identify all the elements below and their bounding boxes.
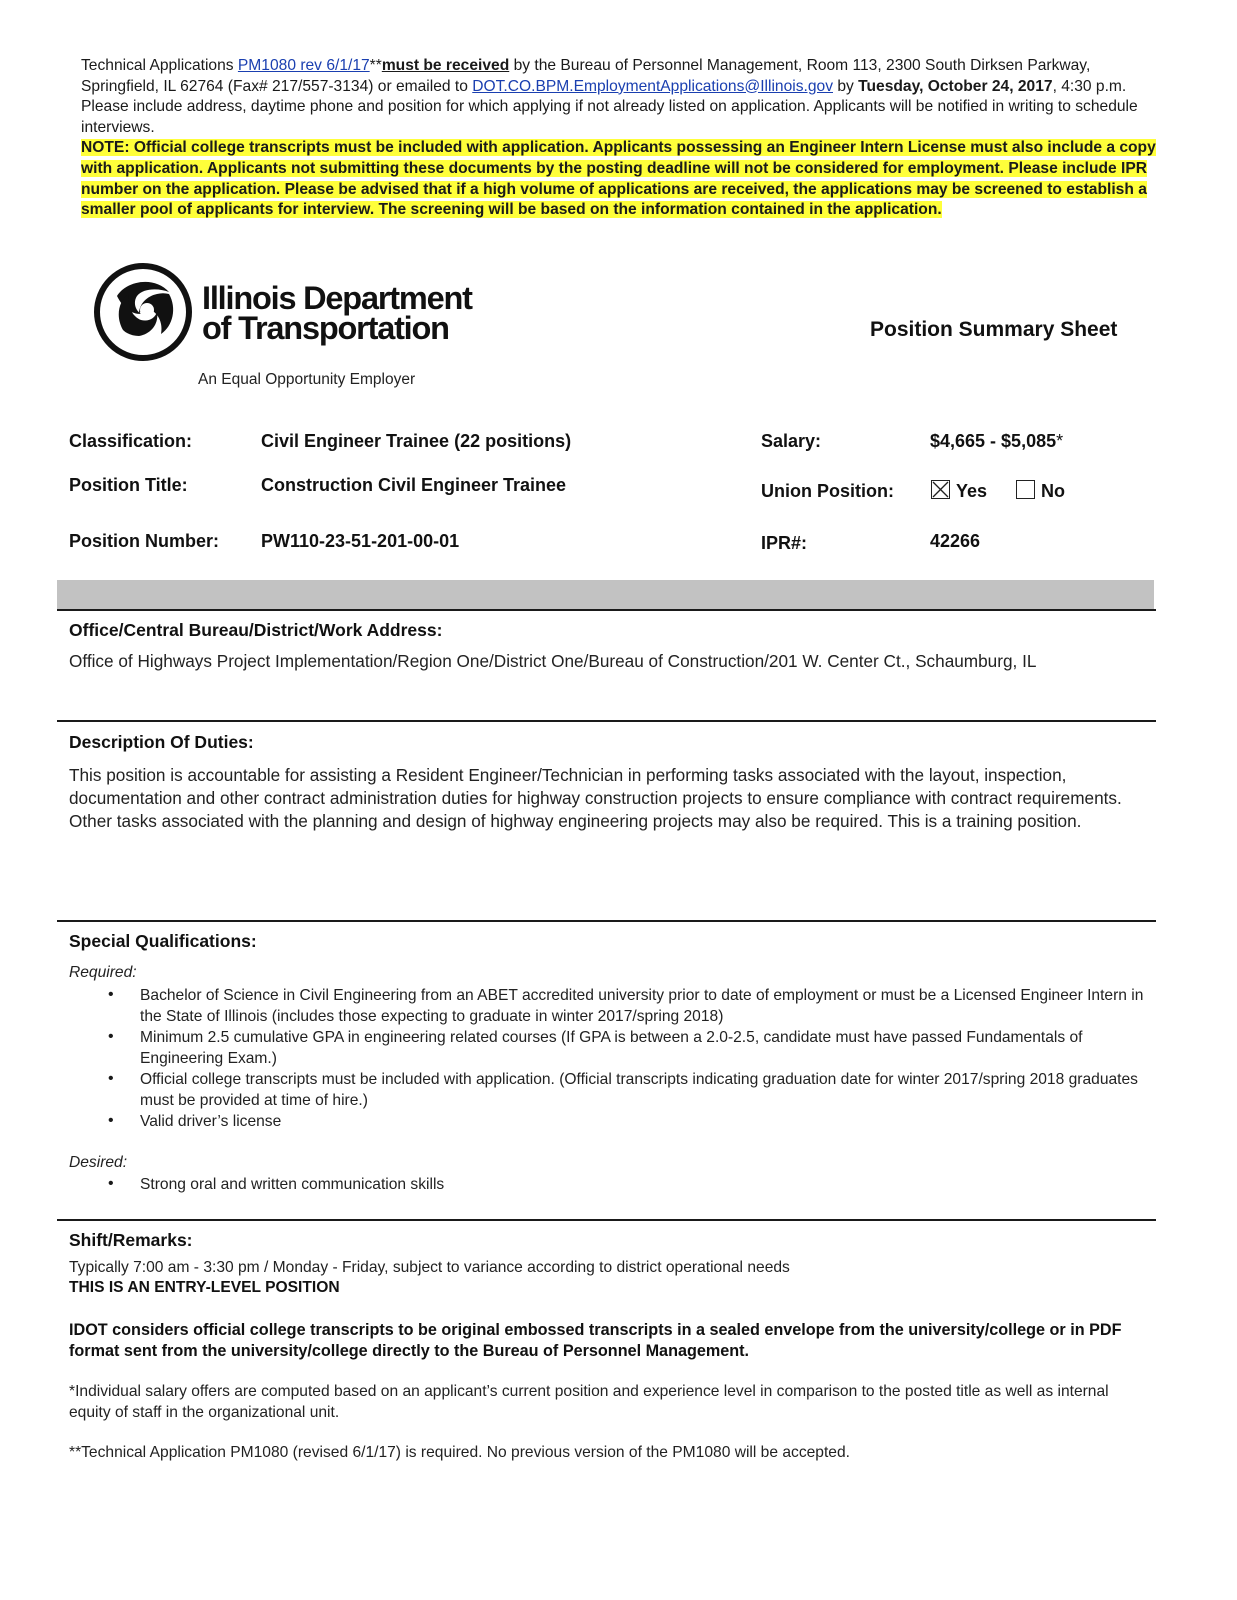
union-yes-option[interactable] [931, 480, 987, 502]
office-address: Office of Highways Project Implementation/Region One/District One/Bureau of Construction/201 W. Center Ct., Schaumburg, IL [69, 651, 1037, 671]
intro-part2: by [833, 77, 859, 95]
bullet: • [108, 1070, 114, 1087]
list-item: Valid driver’s license [140, 1113, 282, 1130]
intro-must: must be received [381, 57, 510, 74]
duties-heading: Description Of Duties: [69, 732, 254, 752]
idot-emblem-icon [93, 262, 193, 362]
org-name-line2: of Transportation [202, 310, 449, 346]
equal-opportunity-tagline: An Equal Opportunity Employer [198, 371, 416, 388]
section-separator-bar [57, 580, 1154, 609]
org-name-line1: Illinois Department [202, 280, 472, 316]
union-no-option[interactable] [1016, 480, 1065, 502]
org-name [202, 280, 472, 346]
classification-value: Civil Engineer Trainee (22 positions) [261, 431, 572, 451]
position-title-value: Construction Civil Engineer Trainee [261, 475, 567, 495]
salary-value [930, 431, 1063, 452]
salary-footnote: *Individual salary offers are computed based on an applicant’s current position and experience level in comparison to the posted title as well as internal equity of staff in the organizational unit. [69, 1383, 1109, 1421]
union-no-label: No [1041, 481, 1065, 501]
divider [57, 920, 1156, 922]
application-footnote: **Technical Application PM1080 (revised 6/1/17) is required. No previous version of the PM1080 will be accepted. [69, 1444, 850, 1461]
list-item: Bachelor of Science in Civil Engineering from an ABET accredited university prior to date of employment or must be a Licensed Engineer Intern in the State of Illinois (includes those expecting to graduate in winter 2017/spring 2018) [140, 987, 1144, 1025]
bullet: • [108, 1112, 114, 1129]
classification-label: Classification: [69, 431, 193, 451]
list-item: Minimum 2.5 cumulative GPA in engineering related courses (If GPA is between a 2.0-2.5, candidate must have passed Fundamentals of Engineering Exam.) [140, 1029, 1083, 1067]
list-item: Strong oral and written communication skills [140, 1176, 445, 1193]
shift-hours: Typically 7:00 am - 3:30 pm / Monday - Friday, subject to variance according to district operational needs [69, 1259, 790, 1276]
intro-part1: by the Bureau of Personnel Management, Room 113, 2300 South Dirksen Parkway, Springfield, IL 62764 (Fax# 217/557-3134) or emailed to [81, 57, 1091, 95]
bullet: • [108, 1175, 114, 1192]
note-highlight: NOTE: Official college transcripts must be included with application. Applicants possessing an Engineer Intern License must also include a copy with application. Applicants not submitting these documents by the posting deadline will not be considered for employment. Please include IPR number on the application. Please be advised that if a high volume of applications are received, the applications may be screened to establish a smaller pool of applicants for interview. The screening will be based on the information contained in the application. [81, 139, 1156, 219]
checked-x-icon [932, 481, 949, 498]
email-link[interactable]: DOT.CO.BPM.EmploymentApplications@Illinois.gov [472, 77, 833, 95]
union-position-label: Union Position: [761, 481, 894, 501]
position-title-label: Position Title: [69, 475, 188, 495]
ipr-label: IPR#: [761, 533, 808, 553]
bullet: • [108, 1028, 114, 1045]
duties-text: This position is accountable for assisting a Resident Engineer/Technician in performing tasks associated with the layout, inspection, documentation and other contract administration duties for highway construction projects to ensure compliance with contract requirements. Other tasks associated with the planning and design of highway engineering projects may also be required. This is a training position. [69, 765, 1122, 832]
position-number-value: PW110-23-51-201-00-01 [261, 531, 460, 551]
intro-prefix: Technical Applications [81, 57, 238, 74]
qualifications-heading: Special Qualifications: [69, 931, 257, 951]
idot-logo [93, 262, 193, 367]
list-item: Official college transcripts must be included with application. (Official transcripts indicating graduation date for winter 2017/spring 2018 graduates must be provided at time of hire.) [140, 1071, 1138, 1109]
union-yes-label: Yes [956, 481, 988, 501]
divider [57, 720, 1156, 722]
desired-label: Desired: [69, 1154, 128, 1171]
intro-part3: , 4:30 p.m. Please include address, daytime phone and position for which applying if not already listed on application. Applicants will be notified in writing to schedule interviews. [81, 77, 1138, 136]
intro-paragraph [81, 56, 1161, 221]
salary-range: $4,665 - $5,085 [930, 431, 1057, 451]
page-title: Position Summary Sheet [870, 318, 1118, 341]
position-number-label: Position Number: [69, 531, 220, 551]
union-yes-checkbox[interactable] [931, 480, 950, 499]
required-label: Required: [69, 964, 137, 981]
salary-footnote-mark: * [1056, 431, 1064, 451]
pm1080-link[interactable]: PM1080 rev 6/1/17 [237, 57, 370, 74]
bullet: • [108, 986, 114, 1003]
divider [57, 1219, 1156, 1221]
entry-level-notice: THIS IS AN ENTRY-LEVEL POSITION [69, 1279, 340, 1296]
ipr-value: 42266 [930, 531, 981, 551]
office-heading: Office/Central Bureau/District/Work Address: [69, 620, 443, 640]
union-no-checkbox[interactable] [1016, 480, 1035, 499]
divider [57, 609, 1156, 611]
intro-deadline: Tuesday, October 24, 2017 [858, 77, 1053, 95]
intro-stars: ** [369, 57, 382, 74]
salary-label: Salary: [761, 431, 822, 451]
shift-heading: Shift/Remarks: [69, 1230, 193, 1250]
transcripts-notice: IDOT considers official college transcripts to be original embossed transcripts in a sealed envelope from the university/college or in PDF format sent from the university/college directly to the Bureau of Personnel Management. [69, 1321, 1122, 1360]
